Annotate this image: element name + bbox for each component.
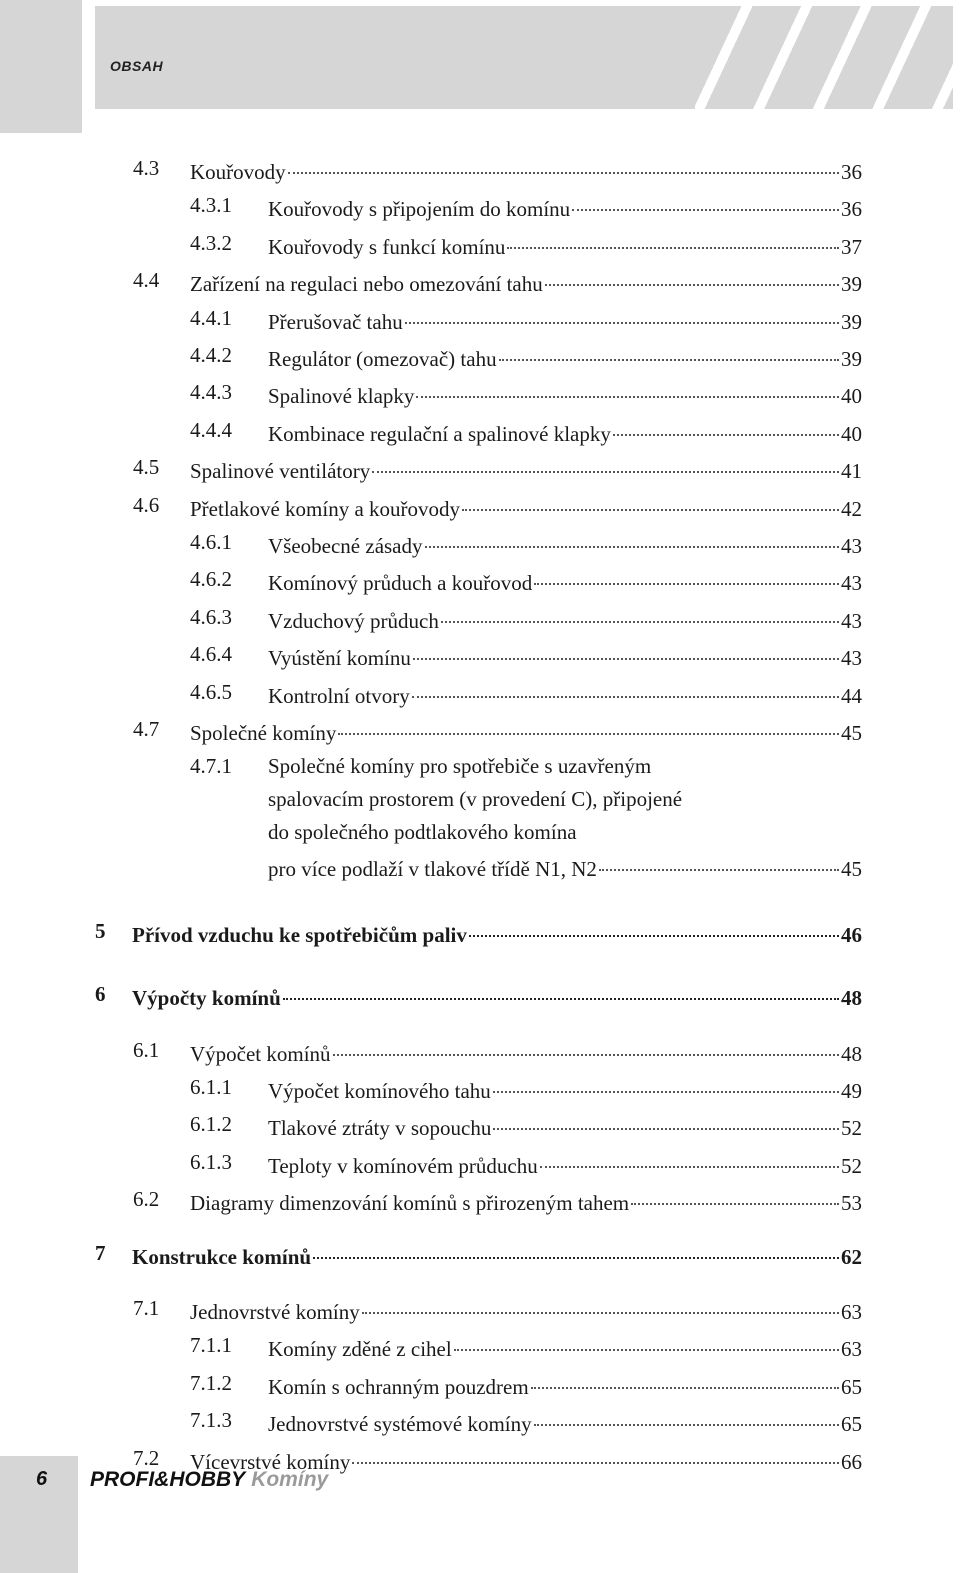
toc-entry-page: 53	[841, 1191, 862, 1216]
toc-entry-line	[268, 605, 862, 633]
toc-entry-title: Kouřovody s funkcí komínu	[268, 234, 506, 259]
dot-leader	[416, 375, 839, 398]
toc-entry-page: 36	[841, 160, 862, 184]
toc-entry-number: 4.6	[133, 492, 160, 517]
toc-entry-page: 65	[841, 1374, 862, 1399]
dot-leader	[441, 600, 839, 623]
toc-entry-line	[268, 343, 862, 371]
toc-entry-page: 41	[841, 459, 862, 484]
dot-leader	[313, 1236, 839, 1259]
toc-entry-page: 52	[841, 1116, 862, 1141]
toc-entry-number: 6	[95, 982, 106, 1007]
toc-entry-page: 39	[841, 272, 862, 297]
toc-entry-page: 39	[841, 309, 862, 334]
dot-leader	[362, 1291, 839, 1314]
page-number: 6	[36, 1468, 48, 1490]
dot-leader	[372, 450, 839, 473]
toc-entry-title: Přetlakové komíny a kouřovody	[190, 496, 461, 521]
toc-entry-page: 36	[841, 197, 862, 222]
toc-entry-line	[268, 193, 862, 221]
brand-name: PROFI&HOBBY	[90, 1468, 246, 1491]
dot-leader	[599, 848, 839, 871]
dot-leader	[338, 712, 839, 735]
toc-entry-title: Kouřovody s připojením do komínu	[268, 197, 571, 222]
toc-entry-number: 4.7.1	[190, 754, 232, 779]
dot-leader	[469, 914, 839, 937]
toc-entry-number: 6.1.1	[190, 1075, 232, 1099]
toc-entry-line	[268, 1150, 862, 1178]
dot-leader	[405, 301, 839, 324]
toc-entry-title: Komín s ochranným pouzdrem	[268, 1374, 529, 1399]
toc-entry-line	[268, 642, 862, 670]
toc-entry-line	[268, 306, 862, 334]
toc-entry-line	[190, 268, 862, 296]
toc-entry-number: 4.4	[133, 268, 160, 293]
toc-entry-number: 4.4.3	[190, 380, 232, 405]
dot-leader	[631, 1182, 839, 1205]
toc-entry-title: Výpočty komínů	[132, 986, 281, 1011]
toc-entry-page: 46	[841, 922, 862, 947]
toc-entry-page: 63	[841, 1337, 862, 1362]
toc-entry-line	[268, 1408, 862, 1436]
toc-entry-title: Vícevrstvé komíny	[190, 1449, 351, 1474]
footer-brand	[90, 1468, 328, 1492]
toc-entry-title-line: do společného podtlakového komína	[268, 820, 577, 845]
toc-entry-page: 40	[841, 384, 862, 409]
dot-leader	[333, 1033, 839, 1056]
dot-leader	[493, 1070, 839, 1093]
toc-entry-line	[268, 1075, 862, 1103]
toc-entry-line	[268, 231, 862, 259]
dot-leader	[572, 188, 839, 211]
toc-entry-line	[190, 493, 862, 521]
dot-leader	[462, 488, 839, 511]
toc-entry-title: Spalinové klapky	[268, 384, 415, 409]
toc-entry-title-line: spalovacím prostorem (v provedení C), připojené	[268, 787, 683, 812]
series-name: Komíny	[251, 1468, 329, 1491]
toc-entry-title: Zařízení na regulaci nebo omezování tahu	[190, 272, 543, 297]
toc-entry-page: 40	[841, 421, 862, 446]
dot-leader	[531, 1366, 839, 1389]
dot-leader	[412, 675, 839, 698]
toc-entry-number: 4.3.1	[190, 193, 232, 218]
toc-entry-page: 43	[841, 534, 862, 558]
toc-entry-title: Spalinové ventilátory	[190, 459, 371, 484]
toc-entry-title: Komíny zděné z cihel	[268, 1337, 452, 1362]
toc-entry-number: 6.1	[133, 1037, 160, 1062]
toc-entry-number: 4.5	[133, 455, 160, 480]
toc-entry-title: Výpočet komínů	[190, 1041, 331, 1066]
toc-entry-number: 7.1.1	[190, 1333, 232, 1358]
toc-entry-number: 4.6.5	[190, 679, 232, 704]
toc-entry-page: 65	[841, 1412, 862, 1437]
toc-entry-number: 6.2	[133, 1187, 160, 1212]
toc-entry-line	[190, 156, 862, 184]
dot-leader	[499, 338, 839, 361]
dot-leader	[413, 637, 839, 660]
toc-entry-page: 45	[841, 721, 862, 745]
toc-entry-page: 43	[841, 571, 862, 596]
toc-entry-number: 6.1.2	[190, 1112, 232, 1137]
toc-entry-page: 43	[841, 646, 862, 671]
toc-entry-page: 44	[841, 683, 862, 708]
toc-entry-number: 7	[95, 1240, 106, 1265]
toc-entry-title: Vzduchový průduch	[268, 608, 439, 633]
toc-entry-number: 4.4.2	[190, 343, 232, 367]
toc-entry-line	[268, 567, 862, 595]
toc-entry-line	[190, 1296, 862, 1324]
toc-entry-number: 4.7	[133, 717, 160, 741]
toc-entry-number: 4.4.1	[190, 305, 232, 330]
toc-entry-page: 39	[841, 347, 862, 371]
toc-entry-line	[132, 919, 862, 947]
toc-entry-title: Jednovrstvé komíny	[190, 1300, 360, 1324]
toc-entry-page: 63	[841, 1300, 862, 1324]
toc-entry-title: Kouřovody	[190, 160, 286, 184]
dot-leader	[540, 1145, 839, 1168]
toc-entry-title: Všeobecné zásady	[268, 534, 423, 558]
toc-entry-line	[190, 717, 862, 745]
section-title: OBSAH	[110, 58, 164, 74]
toc-entry-title: Komínový průduch a kouřovod	[268, 571, 533, 596]
toc-entry-line	[268, 1333, 862, 1361]
toc-entry-number: 4.4.4	[190, 417, 232, 442]
toc-entry-page: 37	[841, 234, 862, 259]
toc-entry-number: 7.1	[133, 1296, 160, 1320]
toc-entry-line	[268, 380, 862, 408]
toc-entry-page: 48	[841, 986, 862, 1011]
toc-entry-page: 43	[841, 608, 862, 633]
toc-entry-number: 4.3	[133, 156, 160, 180]
dot-leader	[534, 1403, 839, 1426]
toc-entry-number: 4.6.4	[190, 642, 232, 667]
toc-entry-number: 4.6.1	[190, 530, 232, 554]
toc-entry-line	[132, 982, 862, 1010]
toc-entry-number: 7.1.3	[190, 1408, 232, 1433]
toc-entry-page: 52	[841, 1153, 862, 1178]
toc-entry-line	[132, 1241, 862, 1269]
toc-entry-line	[268, 680, 862, 708]
dot-leader	[613, 413, 839, 436]
toc-entry-page: 66	[841, 1449, 862, 1474]
toc-entry-title: Teploty v komínovém průduchu	[268, 1153, 538, 1178]
toc-entry-title: Diagramy dimenzování komínů s přirozeným tahem	[190, 1191, 630, 1216]
dot-leader	[507, 226, 839, 249]
toc-entry-page: 45	[841, 857, 862, 882]
toc-entry-title: Vyústění komínu	[268, 646, 411, 671]
toc-entry-page: 49	[841, 1079, 862, 1103]
toc-entry-title: Tlakové ztráty v sopouchu	[268, 1116, 492, 1141]
toc-entry-title: Společné komíny	[190, 721, 337, 745]
toc-entry-number: 4.3.2	[190, 230, 232, 255]
toc-entry-title: Přerušovač tahu	[268, 309, 403, 334]
toc-entry-number: 6.1.3	[190, 1149, 232, 1174]
toc-entry-page: 42	[841, 496, 862, 521]
toc-entry-title: Konstrukce komínů	[132, 1244, 312, 1269]
dot-leader	[454, 1328, 839, 1351]
toc-entry-page: 48	[841, 1041, 862, 1066]
toc-entry-title: Regulátor (omezovač) tahu	[268, 347, 497, 371]
toc-entry-number: 7.1.2	[190, 1370, 232, 1395]
dot-leader	[534, 562, 839, 585]
toc-entry-line	[190, 1038, 862, 1066]
toc-entry-number: 4.6.3	[190, 604, 232, 629]
dot-leader	[288, 151, 839, 174]
toc-entry-line	[268, 853, 862, 881]
toc-entry-title: Kombinace regulační a spalinové klapky	[268, 421, 611, 446]
dot-leader	[545, 263, 839, 286]
toc-entry-title: pro více podlaží v tlakové třídě N1, N2	[268, 857, 597, 882]
toc-entry-line	[268, 1112, 862, 1140]
dot-leader	[283, 977, 839, 1000]
toc-entry-line	[268, 418, 862, 446]
toc-entry-title: Kontrolní otvory	[268, 683, 410, 708]
dot-leader	[425, 525, 839, 548]
toc-entry-line	[190, 1187, 862, 1215]
dot-leader	[493, 1107, 839, 1130]
toc-entry-number: 4.6.2	[190, 567, 232, 592]
dot-leader	[352, 1441, 839, 1464]
toc-entry-title: Přívod vzduchu ke spotřebičům paliv	[132, 922, 467, 947]
toc-entry-page: 62	[841, 1244, 862, 1269]
toc-entry-title-line: Společné komíny pro spotřebiče s uzavřeným	[268, 754, 652, 779]
toc-entry-line	[268, 1371, 862, 1399]
toc-entry-number: 5	[95, 918, 106, 943]
toc-entry-number: 7.2	[133, 1445, 160, 1470]
toc-entry-title: Jednovrstvé systémové komíny	[268, 1412, 532, 1437]
toc-entry-line	[190, 455, 862, 483]
toc-entry-line	[268, 530, 862, 558]
toc-entry-title: Výpočet komínového tahu	[268, 1079, 491, 1103]
